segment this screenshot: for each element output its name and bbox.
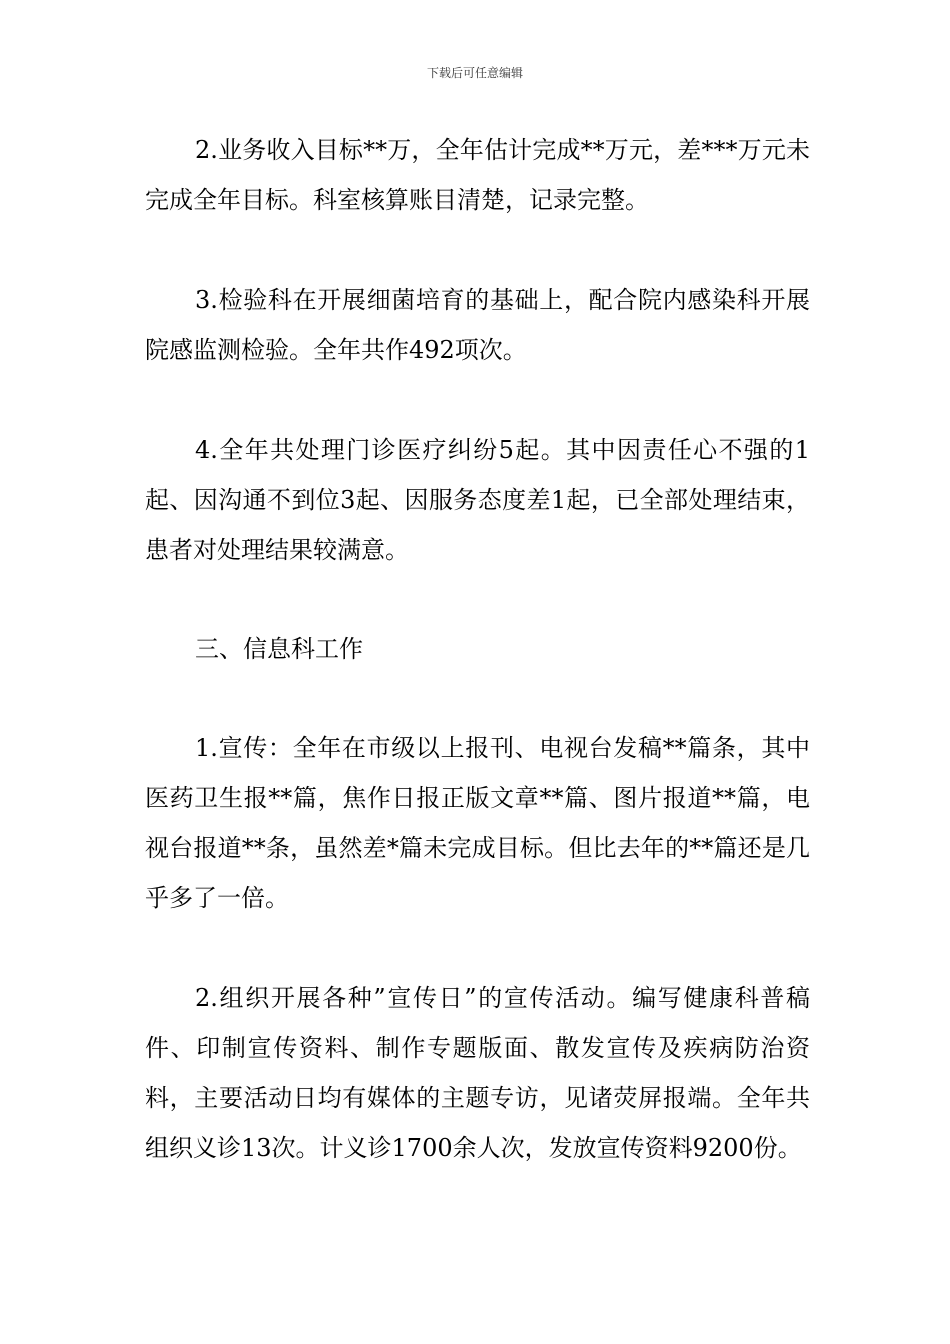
paragraph-campaign-activities: 2.组织开展各种”宣传日”的宣传活动。编写健康科普稿件、印制宣传资料、制作专题版面、散发宣传及疾病防治资料，主要活动日均有媒体的主题专访，见诸荧屏报端。全年共组织义诊13次。计义诊1700余人次，发放宣传资料9200份。 — [145, 984, 810, 1162]
section-heading-info-dept: 三、信息科工作 — [195, 635, 363, 663]
page-header: 下载后可任意编辑 — [426, 66, 523, 80]
paragraph-lab-testing: 3.检验科在开展细菌培育的基础上，配合院内感染科开展院感监测检验。全年共作492项次。 — [145, 286, 810, 364]
paragraph-publicity: 1.宣传：全年在市级以上报刊、电视台发稿**篇条，其中医药卫生报**篇，焦作日报正版文章**篇、图片报道**篇，电视台报道**条，虽然差*篇未完成目标。但比去年的**篇还是几乎多了一倍。 — [145, 734, 810, 912]
paragraph-medical-disputes: 4.全年共处理门诊医疗纠纷5起。其中因责任心不强的1起、因沟通不到位3起、因服务态度差1起，已全部处理结束，患者对处理结果较满意。 — [145, 436, 810, 564]
paragraph-business-income: 2.业务收入目标**万，全年估计完成**万元，差***万元未完成全年目标。科室核算账目清楚，记录完整。 — [145, 136, 810, 214]
